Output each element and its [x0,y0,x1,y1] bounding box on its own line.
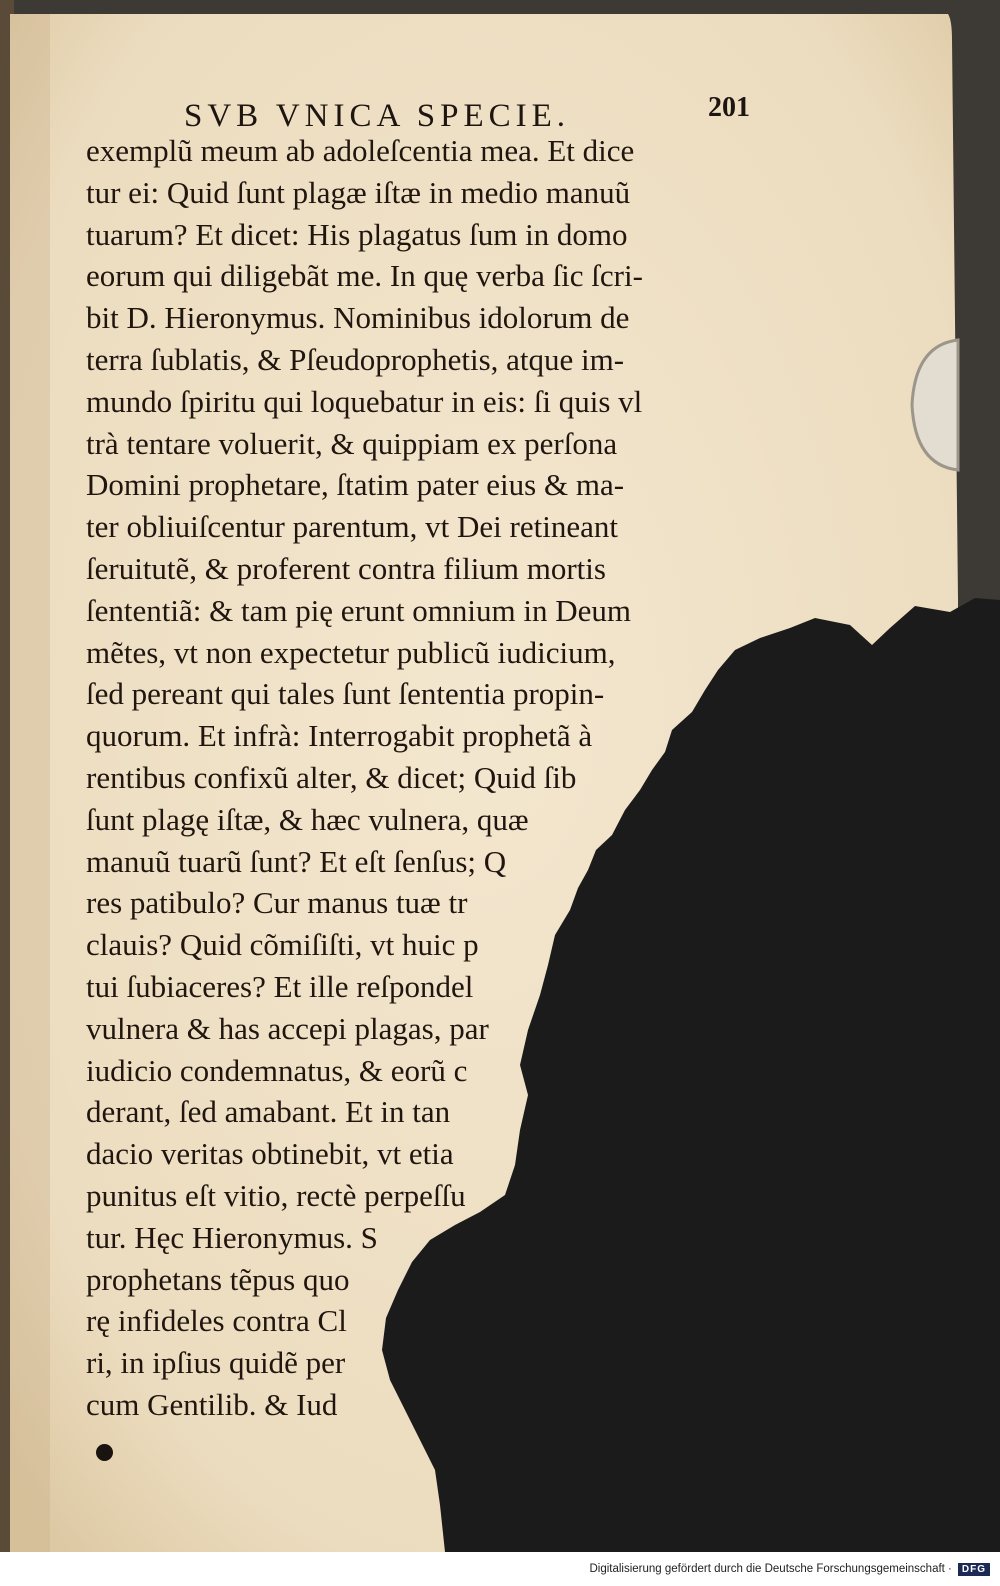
text-line: ri, in ipſius quidẽ per [86,1345,346,1381]
running-header: SVB VNICA SPECIE. [184,98,571,134]
text-line: mẽtes, vt non expectetur publicũ iudicium, [86,634,616,670]
text-line: Domini prophetare, ſtatim pater eius & ma- [86,467,625,503]
text-line: bit D. Hieronymus. Nominibus idolorum de [86,300,630,336]
text-line: punitus eſt vitio, rectè perpeſſu [86,1177,466,1213]
text-line: clauis? Quid cõmiſiſti, vt huic p [86,927,479,963]
text-line: cum Gentilib. & Iud [86,1386,338,1422]
text-line: manuũ tuarũ ſunt? Et eſt ſenſus; Q [86,843,507,879]
missing-paper-shape [382,598,1000,1552]
text-line: res patibulo? Cur manus tuæ tr [86,885,468,921]
text-line: dacio veritas obtinebit, vt etia [86,1136,454,1172]
text-line: ſed pereant qui tales ſunt ſententia propin- [86,676,605,712]
text-line: tur. Hęc Hieronymus. S [86,1219,378,1255]
dfg-logo: DFG [958,1563,990,1576]
text-line: exemplũ meum ab adoleſcentia mea. Et dice [86,133,635,168]
text-line: ter obliuiſcentur parentum, vt Dei retineant [86,509,618,545]
footer-credit-text: Digitalisierung gefördert durch die Deutsche Forschungsgemeinschaft · [589,1563,952,1575]
text-line: tuarum? Et dicet: His plagatus ſum in domo [86,216,628,252]
text-line: iudicio condemnatus, & eorũ c [86,1052,468,1088]
text-line: ſententiã: & tam pię erunt omnium in Deum [86,592,631,628]
text-line: mundo ſpiritu qui loquebatur in eis: ſi quis vl [86,383,643,419]
text-line: trà tentare voluerit, & quippiam ex perſona [86,425,618,461]
text-line: terra ſublatis, & Pſeudoprophetis, atque im- [86,341,625,377]
text-line: quorum. Et infrà: Interrogabit prophetã à [86,718,593,754]
text-line: ſunt plagę iſtæ, & hæc vulnera, quæ [86,801,529,837]
text-line: prophetans tẽpus quo [86,1261,350,1297]
text-line: ſeruitutẽ, & proferent contra filium mortis [86,550,606,586]
text-line: rentibus confixũ alter, & dicet; Quid ſib [86,759,577,795]
text-line: derant, ſed amabant. Et in tan [86,1094,451,1130]
page-number: 201 [708,92,750,123]
text-line: rę infideles contra Cl [86,1303,347,1339]
text-line: tui ſubiaceres? Et ille reſpondel [86,968,474,1004]
text-line: eorum qui diligebãt me. In quę verba ſic ſcri- [86,258,643,294]
footer-credit-bar [0,1552,1000,1586]
text-line: tur ei: Quid ſunt plagæ iſtæ in medio manuũ [86,174,631,210]
text-line: vulnera & has accepi plagas, par [86,1010,489,1046]
